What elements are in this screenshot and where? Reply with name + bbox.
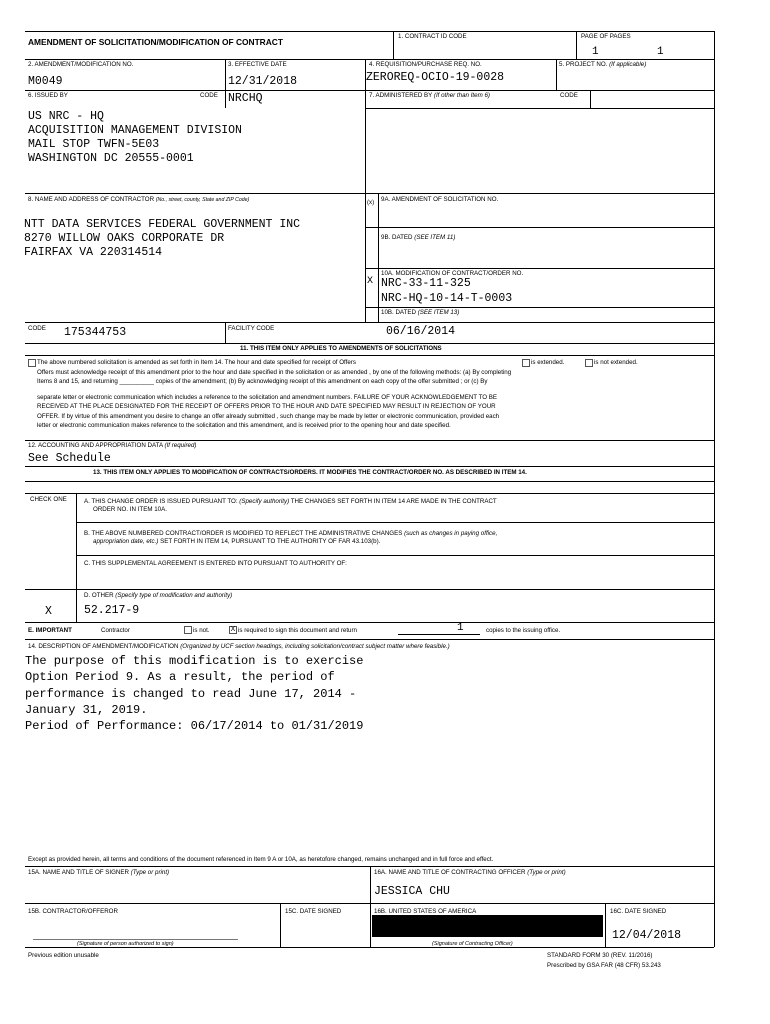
usa-label: 16B. UNITED STATES OF AMERICA <box>374 908 477 915</box>
except-statement: Except as provided herein, all terms and conditions of the document referenced in Item 9 A or 10A, as heretofore changed, remains unchanged and in full force and effect. <box>28 856 494 863</box>
form-title: AMENDMENT OF SOLICITATION/MODIFICATION OF CONTRACT <box>28 37 283 47</box>
modification-no-2: NRC-HQ-10-14-T-0003 <box>381 292 513 305</box>
redacted-signature <box>372 915 603 937</box>
effective-date-value: 12/31/2018 <box>228 75 298 88</box>
option-a-line-2: ORDER NO. IN ITEM 10A. <box>93 506 167 513</box>
description-line-1: The purpose of this modification is to exercise <box>25 654 364 668</box>
contractor-line-1: NTT DATA SERVICES FEDERAL GOVERNMENT INC <box>24 218 301 231</box>
item-11-line-1: The above numbered solicitation is amended as set forth in Item 14. The hour and date specified for receipt of Offers <box>37 359 356 366</box>
rule <box>370 866 371 947</box>
extended-label: is extended. <box>531 359 565 366</box>
rule <box>365 227 714 228</box>
rule <box>25 589 714 590</box>
issued-code-label: CODE <box>200 92 218 99</box>
rule <box>365 268 714 269</box>
not-extended-checkbox[interactable] <box>585 359 593 367</box>
issued-code-value: NRCHQ <box>228 92 263 105</box>
standard-form-label: STANDARD FORM 30 (REV. 11/2016) <box>547 952 653 959</box>
date-signed-16c-value: 12/04/2018 <box>612 929 682 942</box>
contractor-line-3: FAIRFAX VA 220314514 <box>24 246 163 259</box>
facility-code-label: FACILITY CODE <box>228 325 275 332</box>
dated-9b-label: 9B. DATED (SEE ITEM 11) <box>381 234 456 241</box>
rule <box>25 343 714 344</box>
item-11-text-2: Items 8 and 15, and returning __________ copies of the amendment; (b) By acknowledging receipt of this amendment on each copy of the offer submitted ; or (c) By <box>37 378 488 385</box>
x-column-label: (x) <box>367 199 375 206</box>
option-d-line: D. OTHER (Specify type of modification and authority) <box>84 592 233 599</box>
rule <box>25 59 714 60</box>
option-a-line-1: A. THIS CHANGE ORDER IS ISSUED PURSUANT TO: (Specify authority) THE CHANGES SET FORTH IN ITEM 14 ARE MADE IN THE CONTRACT <box>84 498 497 505</box>
rule <box>225 90 226 108</box>
item-11-text-1: Offers must acknowledge receipt of this amendment prior to the hour and date specified in the solicitation or as amended , by one of the following methods: (a) By completing <box>37 369 512 376</box>
contractor-offeror-label: 15B. CONTRACTOR/OFFEROR <box>28 908 118 915</box>
rule <box>225 322 226 343</box>
date-signed-15c-label: 15C. DATE SIGNED <box>285 908 342 915</box>
rule <box>25 481 714 482</box>
copies-underline <box>398 634 480 635</box>
issued-by-label: 6. ISSUED BY <box>28 92 68 99</box>
rule <box>365 108 714 109</box>
requisition-value: ZEROREQ-OCIO-19-0028 <box>366 71 505 84</box>
administered-code-label: CODE <box>560 92 578 99</box>
option-b-line-1: B. THE ABOVE NUMBERED CONTRACT/ORDER IS MODIFIED TO REFLECT THE ADMINISTRATIVE CHANGES (such as changes in paying office, <box>84 530 498 537</box>
issuer-line-4: WASHINGTON DC 20555-0001 <box>28 152 194 165</box>
issuer-line-3: MAIL STOP TWFN-5E03 <box>28 138 160 151</box>
rule <box>576 31 577 59</box>
amendment-no-label: 2. AMENDMENT/MODIFICATION NO. <box>28 61 134 68</box>
page-number: 1 <box>592 46 599 58</box>
description-label: 14. DESCRIPTION OF AMENDMENT/MODIFICATION (Organized by UCF section headings, including solicitation/contract subject matter where feasible.) <box>28 643 450 650</box>
copies-tail: copies to the issuing office. <box>486 627 561 634</box>
prescribed-label: Prescribed by GSA FAR (48 CFR) 53.243 <box>547 962 661 969</box>
rule <box>225 59 226 90</box>
item-11-text-5: OFFER. If by virtue of this amendment you desire to change an offer already submitted , such change may be made by letter or electronic communication, provided each <box>37 413 500 420</box>
effective-date-label: 3. EFFECTIVE DATE <box>228 61 287 68</box>
rule <box>25 493 714 494</box>
item-11-text-4: RECEIVED AT THE PLACE DESIGNATED FOR THE RECEIPT OF OFFERS PRIOR TO THE HOUR AND DATE SPECIFIED MAY RESULT IN REJECTION OF YOUR <box>37 403 496 410</box>
option-d-value: 52.217-9 <box>84 604 140 617</box>
amendment-no-value: M0049 <box>28 75 63 88</box>
page-count: 1 <box>657 46 664 58</box>
copies-count: 1 <box>457 622 464 634</box>
description-line-5: Period of Performance: 06/17/2014 to 01/31/2019 <box>25 719 364 733</box>
item-13-heading: 13. THIS ITEM ONLY APPLIES TO MODIFICATION OF CONTRACTS/ORDERS. IT MODIFIES THE CONTRACT/ORDER NO. AS DESCRIBED IN ITEM 14. <box>93 469 527 476</box>
extended-checkbox[interactable] <box>522 359 530 367</box>
rule <box>25 90 714 91</box>
item-11-text-3: separate letter or electronic communication which includes a reference to the solicitation and amendment numbers. FAILURE OF YOUR ACKNOWLEDGEMENT TO BE <box>37 394 498 401</box>
signature-person-caption: (Signature of person authorized to sign) <box>77 941 174 947</box>
rule <box>556 59 557 90</box>
signature-officer-caption: (Signature of Contracting Officer) <box>432 941 513 947</box>
modification-no-label: 10A. MODIFICATION OF CONTRACT/ORDER NO. <box>381 270 524 277</box>
dated-10b-label: 10B. DATED (SEE ITEM 13) <box>381 309 460 316</box>
rule <box>280 903 281 947</box>
rule <box>76 555 714 556</box>
item-11-checkbox[interactable] <box>28 359 36 367</box>
rule <box>25 466 714 467</box>
page-label: PAGE OF PAGES <box>581 33 631 40</box>
accounting-value: See Schedule <box>28 452 111 465</box>
description-line-2: Option Period 9. As a result, the period of <box>25 670 335 684</box>
rule <box>76 522 714 523</box>
previous-edition-note: Previous edition unusable <box>28 952 99 959</box>
item-11-heading: 11. THIS ITEM ONLY APPLIES TO AMENDMENTS OF SOLICITATIONS <box>240 345 442 352</box>
officer-name: JESSICA CHU <box>374 885 450 898</box>
administered-by-label: 7. ADMINISTERED BY (If other than Item 6) <box>369 92 490 99</box>
project-no-label: 5. PROJECT NO. (If applicable) <box>559 61 647 68</box>
rule <box>25 193 714 194</box>
date-signed-16c-label: 16C. DATE SIGNED <box>610 908 667 915</box>
item-10a-mark: X <box>367 276 374 287</box>
contractor-code-label: CODE <box>28 325 46 332</box>
issuer-line-1: US NRC - HQ <box>28 110 104 123</box>
option-d-mark: X <box>45 605 52 618</box>
not-extended-label: is not extended. <box>594 359 638 366</box>
requisition-label: 4. REQUISITION/PURCHASE REQ. NO. <box>369 61 482 68</box>
dated-10b-value: 06/16/2014 <box>386 325 456 338</box>
rule <box>25 31 714 32</box>
rule <box>25 639 714 640</box>
modification-no-1: NRC-33-11-325 <box>381 277 471 290</box>
contractor-word: Contractor <box>101 627 130 634</box>
signer-name-label: 15A. NAME AND TITLE OF SIGNER (Type or print) <box>28 869 170 876</box>
is-not-label: is not. <box>193 627 210 634</box>
rule <box>365 307 714 308</box>
option-c-line: C. THIS SUPPLEMENTAL AGREEMENT IS ENTERED INTO PURSUANT TO AUTHORITY OF: <box>84 560 347 567</box>
officer-name-label: 16A. NAME AND TITLE OF CONTRACTING OFFICER (Type or print) <box>374 869 566 876</box>
rule <box>393 31 394 59</box>
contractor-label: 8. NAME AND ADDRESS OF CONTRACTOR (No., street, county, State and ZIP Code) <box>28 196 250 203</box>
rule <box>590 90 591 108</box>
option-b-line-2: appropriation date, etc.) SET FORTH IN ITEM 14, PURSUANT TO THE AUTHORITY OF FAR 43.103(b). <box>93 538 381 545</box>
rule <box>25 440 714 441</box>
rule <box>76 493 77 622</box>
contract-id-label: 1. CONTRACT ID CODE <box>398 33 467 40</box>
description-line-4: January 31, 2019. <box>25 703 148 717</box>
item-11-text-6: letter or electronic communication makes reference to the solicitation and this amendment, and is received prior to the opening hour and date specified. <box>37 422 451 429</box>
rule <box>25 322 714 323</box>
contractor-line-2: 8270 WILLOW OAKS CORPORATE DR <box>24 232 225 245</box>
description-line-3: performance is changed to read June 17, 2014 - <box>25 687 357 701</box>
contractor-code-value: 175344753 <box>64 326 127 339</box>
rule <box>714 31 715 947</box>
rule <box>25 622 714 623</box>
is-not-checkbox[interactable] <box>184 626 192 634</box>
rule <box>25 355 714 356</box>
is-required-mark: X <box>230 626 236 633</box>
solicitation-no-label: 9A. AMENDMENT OF SOLICITATION NO. <box>381 196 499 203</box>
accounting-label: 12. ACCOUNTING AND APPROPRIATION DATA (If required) <box>28 442 197 449</box>
rule <box>365 59 366 322</box>
rule <box>378 193 379 322</box>
check-one-label: CHECK ONE <box>30 496 67 503</box>
issuer-line-2: ACQUISITION MANAGEMENT DIVISION <box>28 124 242 137</box>
important-label: E. IMPORTANT <box>28 627 72 634</box>
is-required-label: is required to sign this document and return <box>238 627 358 634</box>
rule <box>605 903 606 947</box>
